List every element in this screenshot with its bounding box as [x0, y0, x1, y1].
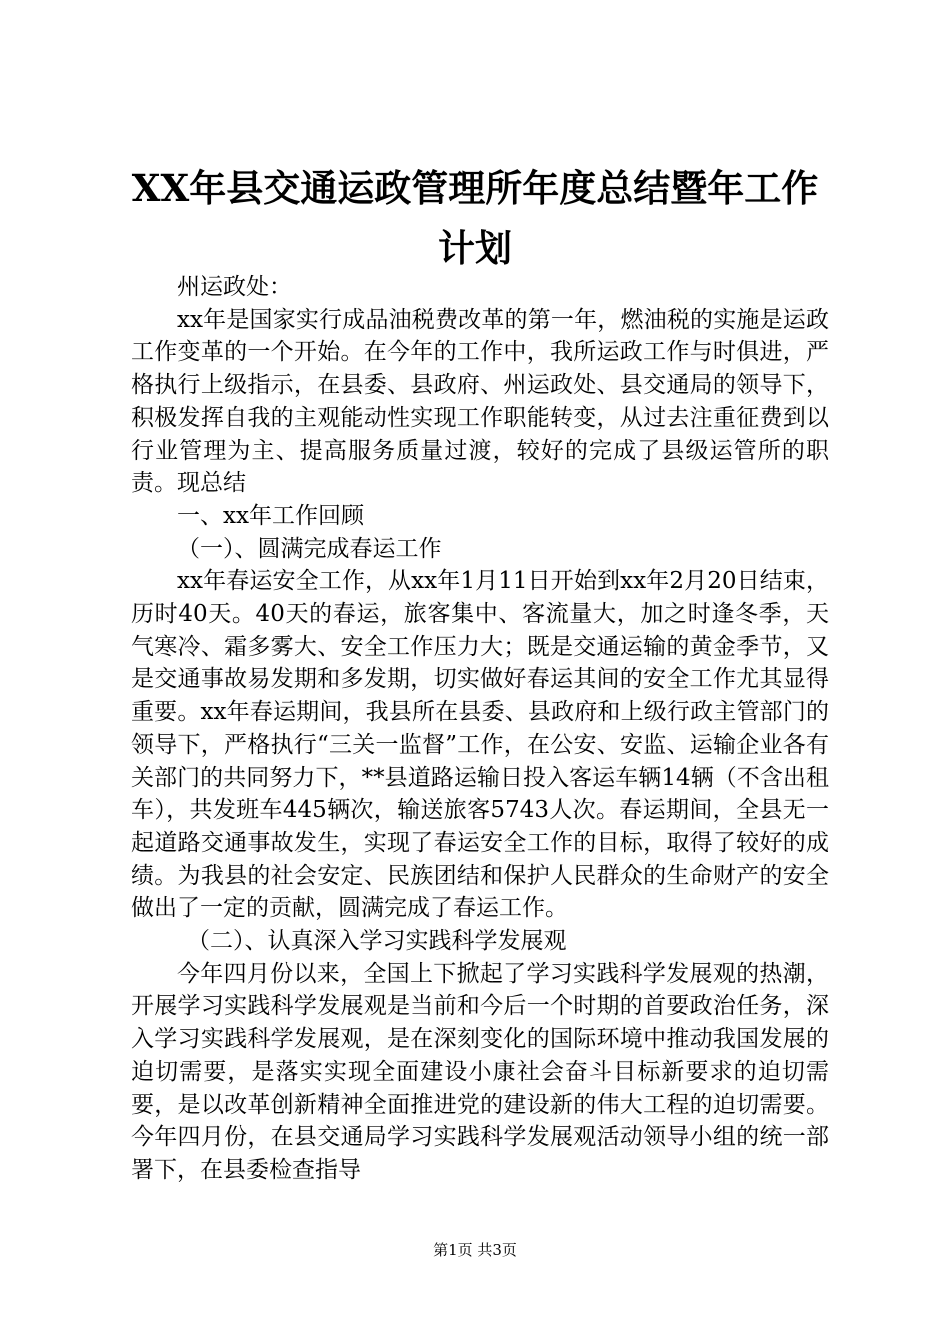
subsection-heading-2: （二）、认真深入学习实践科学发展观	[187, 928, 567, 955]
paragraph-scientific-development: 今年四月份以来，全国上下掀起了学习实践科学发展观的热潮，开展学习实践科学发展观是当前和今后一个时期的首要政治任务，深入学习实践科学发展观，是在深刻变化的国际环境中推动我国发展的迫切需要，是落实实现全面建设小康社会奋斗目标新要求的迫切需要，是以改革创新精神全面推进党的建设新的伟大工程的迫切需要。今年四月份，在县交通局学习实践科学发展观活动领导小组的统一部署下，在县委检查指导	[131, 960, 829, 1183]
salutation: 州运政处：	[177, 274, 292, 300]
paragraph-spring-transport: xx年春运安全工作，从xx年1月11日开始到xx年2月20日结束，历时40天。40天的春运，旅客集中、客流量大，加之时逢冬季，天气寒冷、霜多雾大、安全工作压力大；既是交通运输的黄金季节，又是交通事故易发期和多发期，切实做好春运其间的安全工作尤其显得重要。xx年春运期间，我县所在县委、县政府和上级行政主管部门的领导下，严格执行“三关一监督”工作，在公安、安监、运输企业各有关部门的共同努力下，**县道路运输日投入客运车辆14辆（不含出租车），共发班车445辆次，输送旅客5743人次。春运期间，全县无一起道路交通事故发生，实现了春运安全工作的目标，取得了较好的成绩。为我县的社会安定、民族团结和保护人民群众的生命财产的安全做出了一定的贡献，圆满完成了春运工作。	[131, 568, 829, 922]
page-footer: 第1页 共3页	[433, 1241, 517, 1259]
paragraph-intro: xx年是国家实行成品油税费改革的第一年，燃油税的实施是运政工作变革的一个开始。在今年的工作中，我所运政工作与时俱进，严格执行上级指示，在县委、县政府、州运政处、县交通局的领导下，积极发挥自我的主观能动性实现工作职能转变，从过去注重征费到以行业管理为主、提高服务质量过渡，较好的完成了县级运管所的职责。现总结	[131, 306, 829, 497]
document-body	[131, 271, 829, 1187]
subsection-heading-1: （一）、圆满完成春运工作	[177, 535, 442, 562]
section-heading-1: 一、xx年工作回顾	[177, 502, 364, 529]
document-title: XX年县交通运政管理所年度总结暨年工作计划	[131, 166, 819, 270]
